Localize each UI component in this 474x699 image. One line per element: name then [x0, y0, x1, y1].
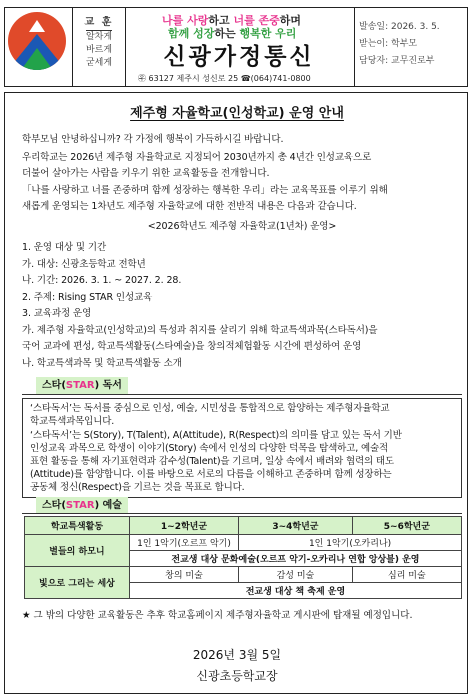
slogan-segment: 하며: [279, 14, 302, 27]
document-title: [0, 102, 474, 121]
slogan-segment: 하는: [214, 27, 240, 40]
outline-item: 2. 주제: Rising STAR 인성교육: [22, 292, 153, 303]
recipient-row: [359, 36, 468, 53]
outline-item: 나. 학교특색과목 및 학교특색활동 소개: [22, 358, 182, 369]
table-cell: 1인 1악기(오카리나): [239, 535, 462, 551]
motto-line: 굳세게: [85, 58, 113, 68]
issue-meta: [354, 7, 468, 87]
intro-line: 「나를 사랑하고 너를 존중하며 함께 성장하는 행복한 우리」라는 교육목표를 이루기 위해: [22, 185, 388, 196]
motto-title: 교 훈: [73, 13, 125, 31]
school-logo: [8, 12, 66, 70]
footnote: ★ 그 밖의 다양한 교육활동은 추후 학교홈페이지 제주형자율학교 게시판에 탑재될 예정입니다.: [22, 610, 413, 621]
section-divider: [22, 394, 462, 395]
outline-item: 가. 제주형 자율학교(인성학교)의 특성과 취지를 살리기 위해 학교특색과목(스타독서)을: [22, 325, 378, 336]
section-divider: [22, 513, 462, 514]
meta-label: 담당자:: [359, 56, 389, 66]
table-header: 5~6학년군: [352, 517, 461, 535]
intro-line: 더불어 살아가는 사람을 키우기 위한 교육활동을 전개합니다.: [22, 168, 270, 179]
logo-green-mountain: [21, 48, 53, 70]
star-reading-text: ‘스타독서’는 S(Story), T(Talent), A(Attitude), R(Respect)의 의미를 담고 있는 독서 기반: [30, 430, 402, 441]
table-cell: 감성 미술: [239, 567, 353, 583]
document-title-text: 제주형 자율학교(인성학교) 운영 안내: [130, 106, 344, 121]
table-header: 1~2학년군: [129, 517, 238, 535]
slogan-segment: 행복한 우리: [239, 27, 297, 40]
meta-value: 학부모: [391, 39, 418, 49]
row-label: 별들의 하모니: [25, 535, 130, 567]
table-row: [25, 535, 462, 551]
school-address: ㉾ 63127 제주시 성신로 25 ☎(064)741-0800: [138, 74, 311, 83]
newsletter-title: 신광가정통신: [163, 44, 315, 70]
table-row: [25, 567, 462, 583]
label-text: 스타(: [42, 500, 66, 511]
owner-row: [359, 53, 468, 70]
label-star: STAR: [65, 380, 95, 391]
outline-item: 3. 교육과정 운영: [22, 308, 92, 319]
school-signature: 신광초등학교장: [196, 669, 278, 683]
outline-item: 1. 운영 대상 및 기간: [22, 242, 107, 253]
table-cell-span: 전교생 대상 책 축제 운영: [129, 583, 461, 599]
motto-line: 바르게: [85, 45, 113, 55]
intro-line: 학부모님 안녕하십니까? 각 가정에 행복이 가득하시길 바랍니다.: [22, 134, 284, 145]
motto-line: 알차게: [85, 32, 113, 42]
label-text: ) 독서: [94, 380, 122, 391]
table-header: 학교특색활동: [25, 517, 130, 535]
slogan-segment: 하고: [208, 14, 234, 27]
label-star: STAR: [65, 500, 95, 511]
star-reading-label: [36, 377, 128, 394]
intro-line: 새롭게 운영되는 1차년도 제주형 자율학교에 대한 전반적 내용은 다음과 같습니다.: [22, 201, 357, 212]
activity-table: [24, 516, 462, 599]
table-cell-span: 전교생 대상 문화예술(오르프 악기-오카리나 연합 앙상블) 운영: [129, 551, 461, 567]
meta-label: 발송일:: [359, 22, 389, 32]
send-date-row: [359, 19, 468, 36]
outline-item: 가. 대상: 신광초등학교 전학년: [22, 259, 146, 270]
logo-white-peak: [29, 20, 45, 32]
star-arts-label: [36, 497, 128, 514]
school-motto: [72, 7, 126, 87]
star-reading-text: 표현 활동을 통해 자기표현력과 감수성(Talent)을 기르며, 일상 속에서 배려와 협력의 태도: [30, 456, 394, 467]
label-text: ) 예술: [94, 500, 122, 511]
star-reading-text: 학교특색과목입니다.: [30, 416, 115, 427]
label-text: 스타(: [42, 380, 66, 391]
meta-label: 받는이:: [359, 39, 389, 49]
slogan-segment: 너를 존중: [233, 14, 280, 27]
table-cell: 창의 미술: [129, 567, 238, 583]
table-header-row: [25, 517, 462, 535]
meta-value: 2026. 3. 5.: [391, 22, 440, 32]
table-cell: 심리 미술: [352, 567, 461, 583]
program-subheading: <2026학년도 제주형 자율학교(1년차) 운영>: [147, 221, 337, 232]
meta-value: 교무진로부: [391, 56, 435, 66]
table-header: 3~4학년군: [239, 517, 353, 535]
slogan-segment: 나를 사랑: [162, 14, 209, 27]
star-reading-text: (Attitude)를 함양합니다. 이를 바탕으로 서로의 다름을 이해하고 존중하며 함께 성장하는: [30, 469, 392, 480]
outline-item: 국어 교과에 편성, 학교특색활동(스타예술)을 창의적체험활동 시간에 편성하여 운영: [22, 341, 362, 352]
star-reading-text: 공동체 정신(Respect)을 기르는 것을 목표로 합니다.: [30, 482, 245, 493]
star-reading-text: ‘스타독서’는 독서를 중심으로 인성, 예술, 시민성을 통합적으로 함양하는 제주형자율학교: [30, 403, 390, 414]
issue-date: 2026년 3월 5일: [192, 648, 282, 662]
table-cell: 1인 1악기(오르프 악기): [129, 535, 238, 551]
star-reading-text: 인성교육 과목으로 학생이 이야기(Story) 속에서 인성의 다양한 덕목을 탐색하고, 예술적: [30, 443, 389, 454]
outline-item: 나. 기간: 2026. 3. 1. ~ 2027. 2. 28.: [22, 275, 182, 286]
slogan-segment: 함께 성장: [168, 27, 215, 40]
row-label: 빛으로 그리는 세상: [25, 567, 130, 599]
intro-line: 우리학교는 2026년 제주형 자율학교로 지정되어 2030년까지 총 4년간 인성교육으로: [22, 152, 372, 163]
